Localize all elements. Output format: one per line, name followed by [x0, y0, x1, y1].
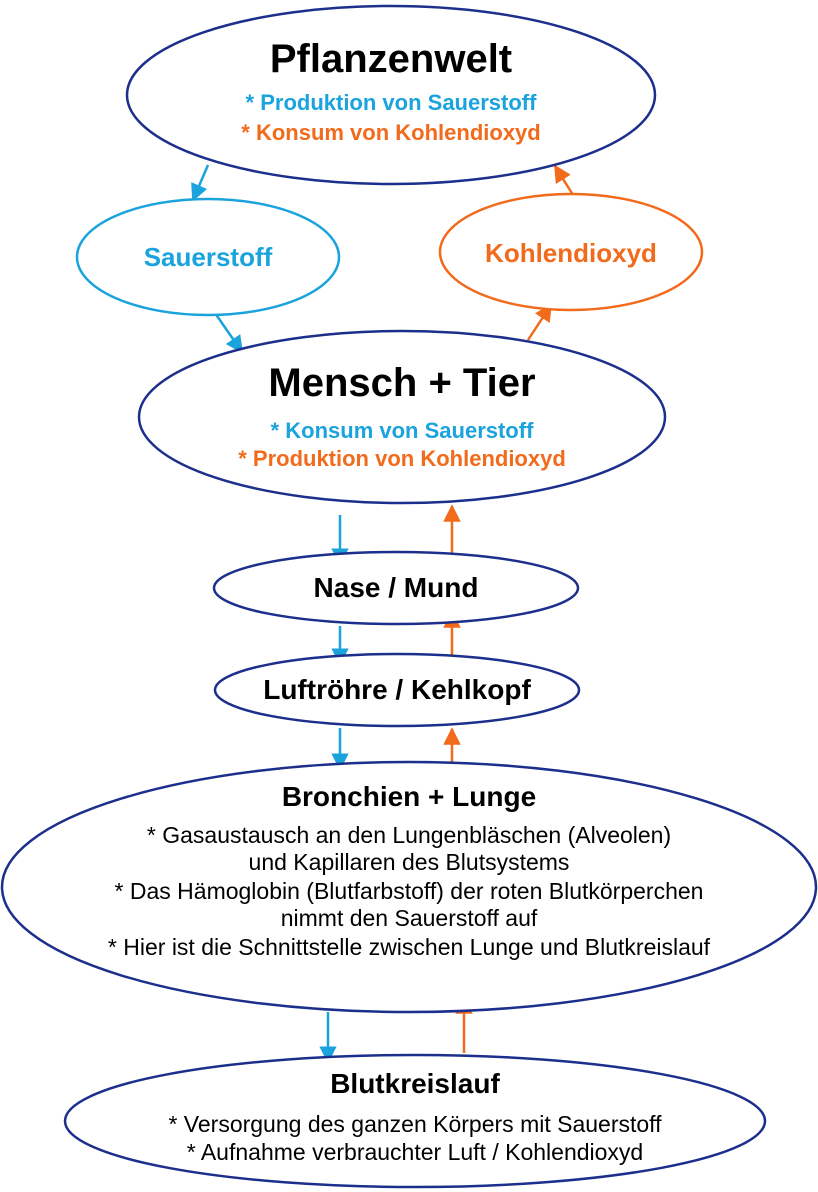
- bronchien-line-3: * Das Hämoglobin (Blutfarbstoff) der roten Blutkörperchen: [114, 878, 704, 904]
- bronchien-line-1: * Gasaustausch an den Lungenbläschen (Alveolen): [146, 822, 672, 848]
- luftroehre-title: Luftröhre / Kehlkopf: [263, 674, 531, 705]
- pflanzenwelt-title: Pflanzenwelt: [269, 37, 513, 81]
- node-sauerstoff: [77, 199, 339, 315]
- bronchien-line-4: nimmt den Sauerstoff auf: [280, 905, 538, 931]
- kohlendioxyd-label: Kohlendioxyd: [485, 238, 657, 268]
- blutkreislauf-title: Blutkreislauf: [330, 1068, 500, 1099]
- pflanzenwelt-line-2: * Konsum von Kohlendioxyd: [241, 120, 541, 145]
- node-kohlendioxyd: [440, 194, 702, 310]
- node-blutkreislauf: [65, 1055, 765, 1187]
- mensch-tier-title: Mensch + Tier: [268, 361, 536, 405]
- arrow-plants-to-oxygen: [193, 165, 208, 200]
- mensch-tier-line-1: * Konsum von Sauerstoff: [270, 418, 534, 443]
- node-pflanzenwelt: [127, 6, 655, 184]
- blutkreislauf-line-2: * Aufnahme verbrauchter Luft / Kohlendioxyd: [186, 1139, 644, 1165]
- mensch-tier-ellipse: [139, 331, 665, 503]
- arrow-oxygen-to-human: [215, 313, 242, 352]
- nase-mund-title: Nase / Mund: [313, 572, 479, 603]
- bronchien-line-5: * Hier ist die Schnittstelle zwischen Lunge und Blutkreislauf: [107, 934, 711, 960]
- bronchien-title: Bronchien + Lunge: [281, 781, 537, 812]
- node-bronchien-lunge: [2, 762, 816, 1012]
- blutkreislauf-line-1: * Versorgung des ganzen Körpers mit Sauerstoff: [168, 1111, 662, 1137]
- mensch-tier-line-2: * Produktion von Kohlendioxyd: [238, 446, 566, 471]
- sauerstoff-label: Sauerstoff: [143, 242, 273, 272]
- node-mensch-tier: [139, 331, 665, 503]
- pflanzenwelt-line-1: * Produktion von Sauerstoff: [245, 90, 537, 115]
- bronchien-line-2: und Kapillaren des Blutsystems: [248, 849, 570, 875]
- node-luftroehre: [215, 654, 579, 726]
- node-nase-mund: [214, 552, 578, 624]
